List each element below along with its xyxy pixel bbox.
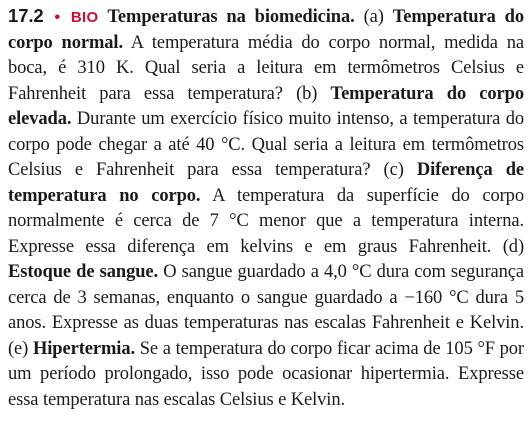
- part-heading: Temperatura do corpo normal.: [8, 7, 524, 53]
- part-text: A temperatura média do corpo normal, medida na boca, é 310 K. Qual seria a leitura em termômetros Celsius e Fahrenheit para essa temperatura?: [8, 32, 524, 104]
- bio-tag: BIO: [70, 9, 99, 26]
- problem-title: Temperaturas na biomedicina.: [107, 7, 355, 27]
- part-text: Durante um exercício físico muito intenso, a temperatura do corpo pode chegar a até 40 °C. Qual seria a leitura em termômetros Celsius e Fahrenheit para essa temperatura?: [8, 109, 524, 180]
- part-label: (b): [296, 83, 318, 104]
- part-text: A temperatura da superfície do corpo normalmente é cerca de 7 °C menor que a temperatura interna. Expresse essa diferença em kelvins e em graus Fahrenheit.: [8, 185, 524, 257]
- part-heading: Estoque de sangue.: [8, 262, 159, 282]
- part-text: O sangue guardado a 4,0 °C dura com segurança cerca de 3 semanas, enquanto o sangue guardado a −160 °C dura 5 anos. Expresse as duas temperaturas nas escalas Fahrenheit e Kelvin.: [8, 262, 524, 333]
- bullet-icon: •: [54, 9, 61, 26]
- part-heading: Hipertermia.: [32, 338, 136, 359]
- problem-17-2: [8, 3, 524, 413]
- problem-number: 17.2: [8, 5, 44, 26]
- part-label: (a): [363, 7, 384, 27]
- part-heading: Temperatura do corpo elevada.: [8, 83, 524, 129]
- part-label: (d): [502, 236, 525, 257]
- part-label: (e): [8, 338, 29, 359]
- part-heading: Diferença de temperatura no corpo.: [8, 160, 524, 206]
- part-label: (c): [383, 160, 404, 180]
- part-e: [8, 339, 524, 410]
- part-text: Se a temperatura do corpo ficar acima de 105 °F por um período prolongado, isso pode ocasionar hipertermia. Expresse essa temperatura nas escalas Celsius e Kelvin.: [8, 338, 524, 410]
